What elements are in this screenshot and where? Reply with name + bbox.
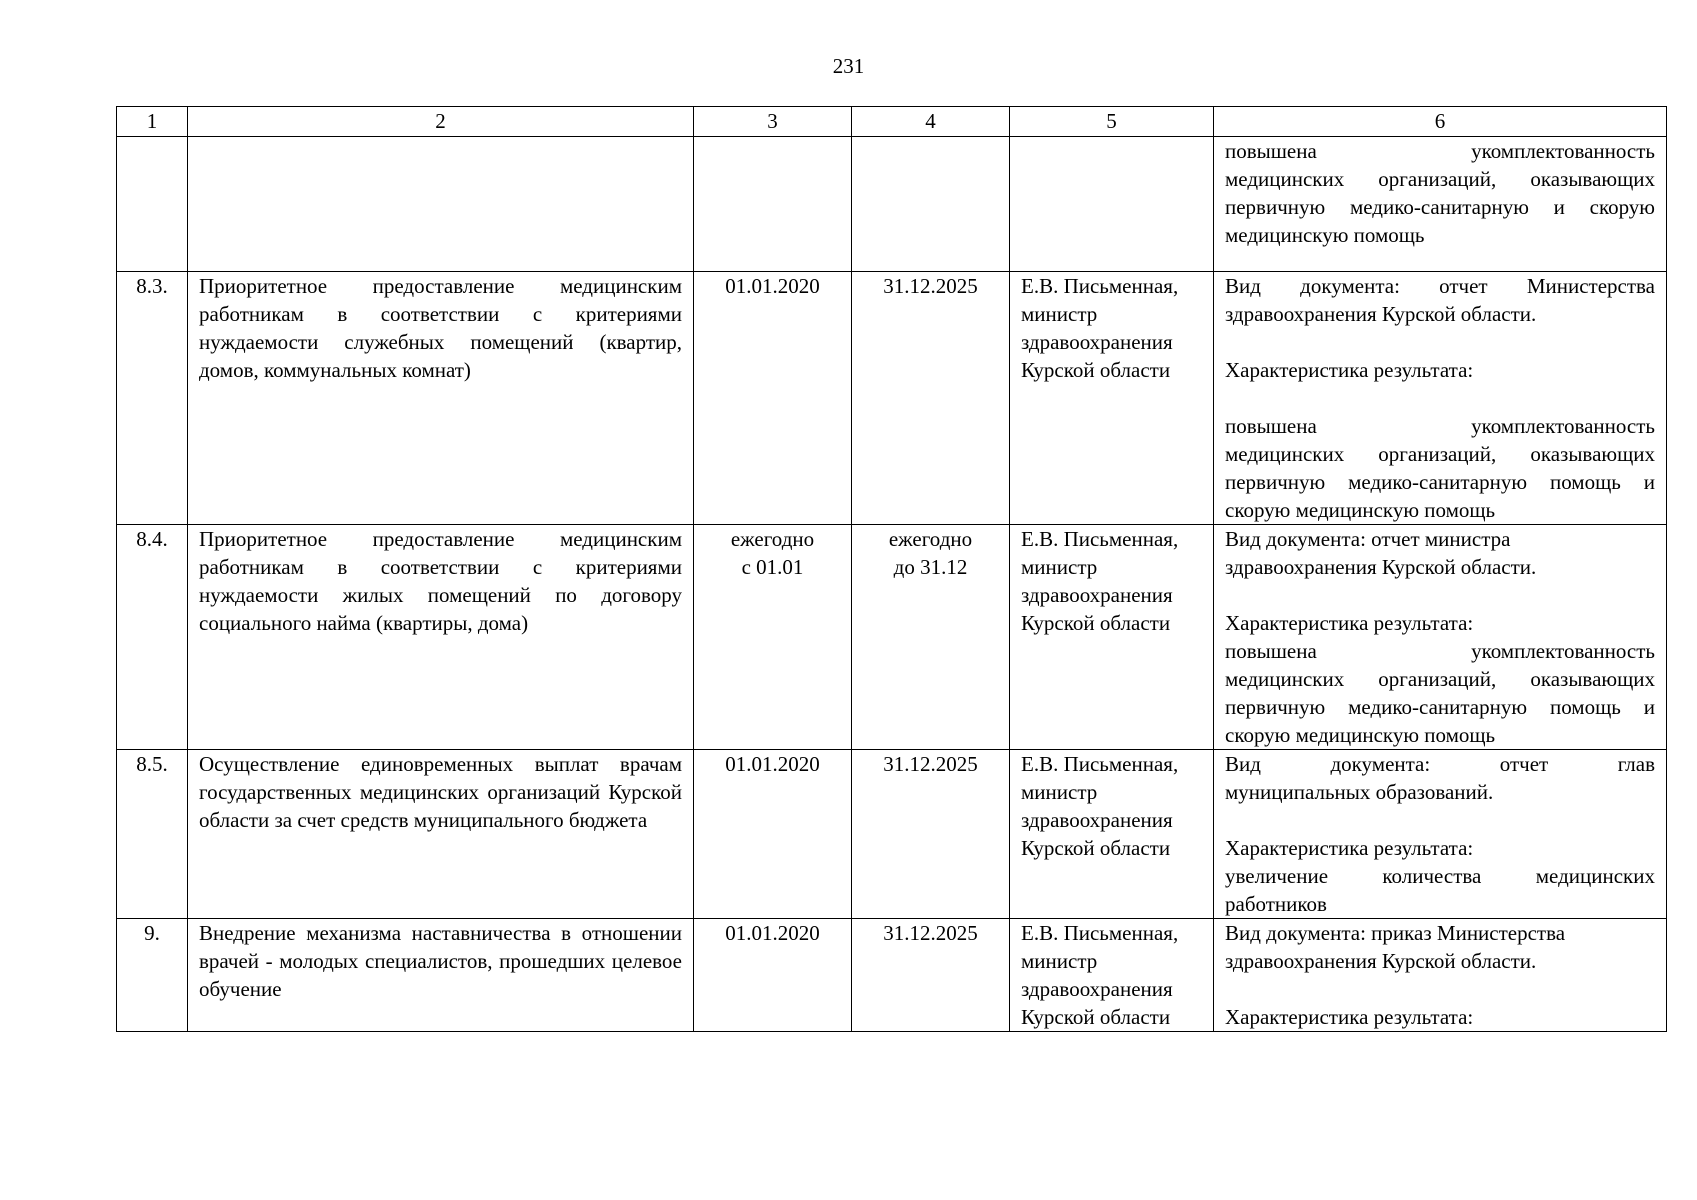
table-row [117, 137, 1667, 272]
paragraph-gap [1225, 975, 1655, 1003]
responsible-person [1010, 272, 1214, 525]
table-row [117, 525, 1667, 750]
responsible-line: министр [1021, 949, 1098, 973]
end-date [852, 525, 1010, 750]
table-body [117, 137, 1667, 1032]
page-number: 231 [832, 54, 865, 78]
start-line: 01.01.2020 [725, 274, 820, 298]
responsible-line: Курской области [1021, 1005, 1171, 1029]
result-line: первичную медико-санитарную помощь и [1225, 695, 1655, 719]
responsible-line: здравоохранения [1021, 583, 1173, 607]
column-header-5: 5 [1010, 107, 1214, 137]
end-date [852, 272, 1010, 525]
result-line: Характеристика результата: [1225, 836, 1474, 860]
responsible-line: здравоохранения [1021, 977, 1173, 1001]
item-number: 9. [117, 919, 188, 1032]
responsible-line: министр [1021, 555, 1098, 579]
result-line: здравоохранения Курской области. [1225, 555, 1537, 579]
result-line: Вид документа: отчет министра [1225, 527, 1511, 551]
paragraph-gap [1225, 328, 1655, 356]
table-row [117, 272, 1667, 525]
responsible-person [1010, 750, 1214, 919]
result-line: первичную медико-санитарную и скорую [1225, 195, 1655, 219]
result-line: медицинскую помощь [1225, 223, 1425, 247]
expected-result [1214, 525, 1667, 750]
responsible-line: Курской области [1021, 836, 1171, 860]
end-line: ежегодно [888, 527, 973, 551]
column-header-1: 1 [117, 107, 188, 137]
responsible-line: Е.В. Письменная, [1021, 752, 1179, 776]
start-line: ежегодно [730, 527, 815, 551]
start-line: с 01.01 [741, 555, 804, 579]
result-line: Характеристика результата: [1225, 358, 1474, 382]
paragraph-gap [1225, 384, 1655, 412]
end-line: 31.12.2025 [883, 921, 978, 945]
item-number: 8.5. [117, 750, 188, 919]
end-line: до 31.12 [893, 555, 968, 579]
responsible-line: Е.В. Письменная, [1021, 274, 1179, 298]
table-row [117, 919, 1667, 1032]
item-number [117, 137, 188, 272]
result-line: Вид документа: приказ Министерства [1225, 921, 1566, 945]
responsible-line: Е.В. Письменная, [1021, 921, 1179, 945]
end-date [852, 919, 1010, 1032]
expected-result [1214, 137, 1667, 272]
start-date [694, 525, 852, 750]
column-header-4: 4 [852, 107, 1010, 137]
column-header-3: 3 [694, 107, 852, 137]
expected-result [1214, 919, 1667, 1032]
start-line: 01.01.2020 [725, 921, 820, 945]
result-line: увеличение количества медицинских [1225, 864, 1655, 888]
responsible-line: здравоохранения [1021, 330, 1173, 354]
result-line: медицинских организаций, оказывающих [1225, 667, 1655, 691]
start-line: 01.01.2020 [725, 752, 820, 776]
end-line: 31.12.2025 [883, 752, 978, 776]
result-line: повышена укомплектованность [1225, 639, 1655, 663]
result-line: Вид документа: отчет Министерства [1225, 274, 1655, 298]
result-line: Характеристика результата: [1225, 611, 1474, 635]
column-header-2: 2 [188, 107, 694, 137]
result-line: здравоохранения Курской области. [1225, 949, 1537, 973]
result-line: Вид документа: отчет глав [1225, 752, 1655, 776]
responsible-line: Курской области [1021, 611, 1171, 635]
activity-name [188, 137, 694, 272]
responsible-line: министр [1021, 302, 1098, 326]
column-header-6: 6 [1214, 107, 1667, 137]
paragraph-gap [1225, 806, 1655, 834]
paragraph-gap [1225, 581, 1655, 609]
activity-name: Внедрение механизма наставничества в отношении врачей - молодых специалистов, прошедших целевое обучение [188, 919, 694, 1032]
result-line: медицинских организаций, оказывающих [1225, 167, 1655, 191]
responsible-line: Е.В. Письменная, [1021, 527, 1179, 551]
table-row [117, 750, 1667, 919]
end-date [852, 750, 1010, 919]
result-line: повышена укомплектованность [1225, 139, 1655, 163]
expected-result [1214, 272, 1667, 525]
responsible-line: Курской области [1021, 358, 1171, 382]
start-date [694, 750, 852, 919]
responsible-line: здравоохранения [1021, 808, 1173, 832]
item-number: 8.3. [117, 272, 188, 525]
action-plan-table [116, 106, 1667, 1032]
end-date [852, 137, 1010, 272]
expected-result [1214, 750, 1667, 919]
responsible-person [1010, 137, 1214, 272]
result-line: Характеристика результата: [1225, 1005, 1474, 1029]
result-line: первичную медико-санитарную помощь и [1225, 470, 1655, 494]
result-line: повышена укомплектованность [1225, 414, 1655, 438]
activity-name: Приоритетное предоставление медицинским работникам в соответствии с критериями нуждаемости служебных помещений (квартир, домов, коммунальных комнат) [188, 272, 694, 525]
responsible-person [1010, 525, 1214, 750]
table-header-row [117, 107, 1667, 137]
result-line: скорую медицинскую помощь [1225, 498, 1496, 522]
start-date [694, 272, 852, 525]
result-line: скорую медицинскую помощь [1225, 723, 1496, 747]
result-line: работников [1225, 892, 1327, 916]
start-date [694, 137, 852, 272]
activity-name: Осуществление единовременных выплат врачам государственных медицинских организаций Курской области за счет средств муниципального бюджета [188, 750, 694, 919]
start-date [694, 919, 852, 1032]
result-line: медицинских организаций, оказывающих [1225, 442, 1655, 466]
item-number: 8.4. [117, 525, 188, 750]
activity-name: Приоритетное предоставление медицинским работникам в соответствии с критериями нуждаемости жилых помещений по договору социального найма (квартиры, дома) [188, 525, 694, 750]
responsible-line: министр [1021, 780, 1098, 804]
end-line: 31.12.2025 [883, 274, 978, 298]
result-line: здравоохранения Курской области. [1225, 302, 1537, 326]
responsible-person [1010, 919, 1214, 1032]
result-line: муниципальных образований. [1225, 780, 1494, 804]
